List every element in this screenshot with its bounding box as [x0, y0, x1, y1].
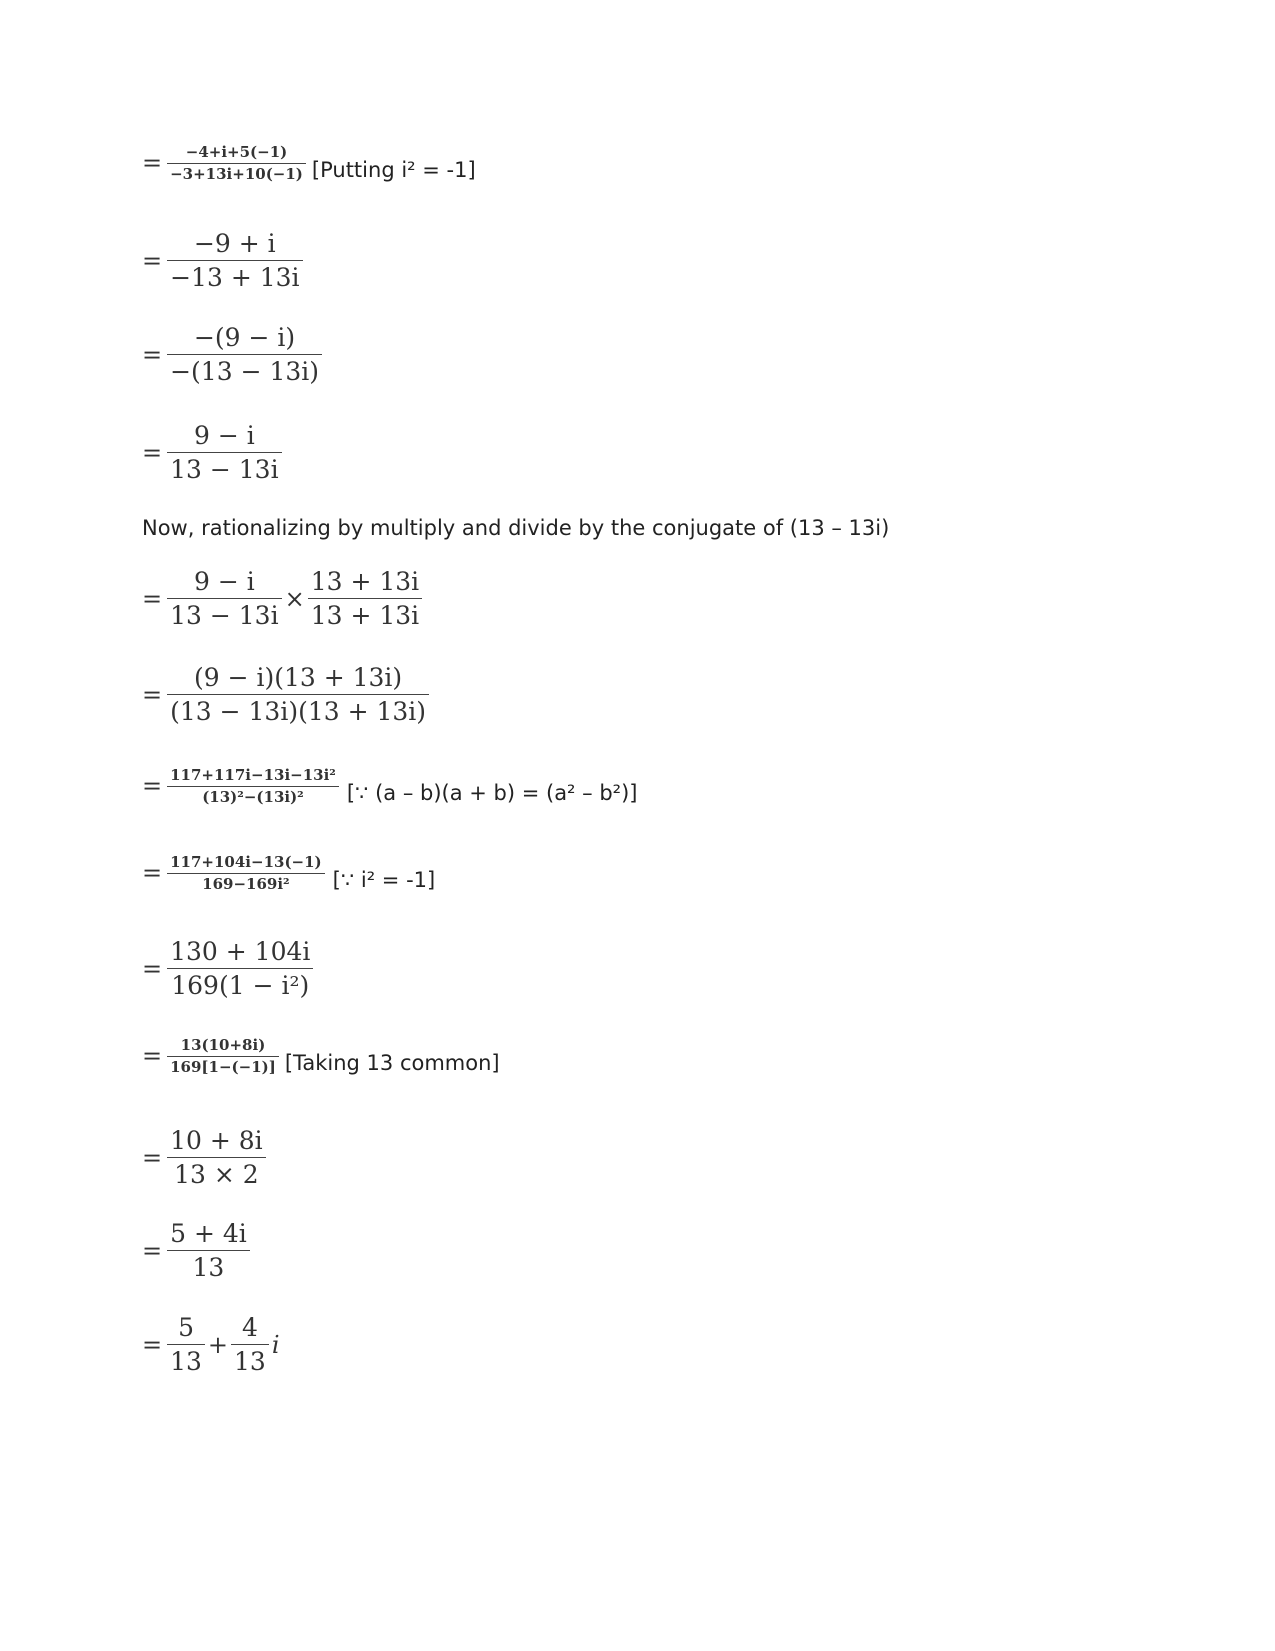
numerator: 5 [178, 1313, 194, 1342]
denominator: (13)²−(13i)² [202, 787, 304, 806]
fraction-bar [167, 1344, 205, 1345]
multiply-sign: × [284, 584, 305, 613]
denominator: −13 + 13i [170, 263, 300, 293]
explanation-text: Now, rationalizing by multiply and divide by the conjugate of (13 – 13i) [142, 516, 890, 540]
denominator: 13 × 2 [174, 1160, 259, 1190]
annotation: [∵ (a – b)(a + b) = (a² – b²)] [346, 780, 638, 805]
denominator: (13 − 13i)(13 + 13i) [170, 697, 427, 727]
fraction [167, 1218, 250, 1284]
equals-sign: = [142, 340, 163, 369]
fraction-bar [231, 1344, 269, 1345]
equals-sign: = [142, 438, 163, 467]
fraction [167, 566, 281, 632]
equation-step-8 [142, 853, 435, 894]
fraction [167, 420, 281, 486]
annotation: [Putting i² = -1] [311, 157, 476, 182]
equals-sign: = [142, 246, 163, 275]
numerator: 117+117i−13i−13i² [170, 766, 336, 784]
fraction [167, 662, 429, 728]
equation-step-2 [142, 228, 303, 294]
fraction [167, 853, 325, 894]
equation-step-5 [142, 566, 422, 632]
fraction-bar [167, 968, 313, 969]
fraction [167, 1036, 279, 1077]
conjugate-fraction [308, 566, 422, 632]
fraction-bar [167, 260, 302, 261]
imaginary-part-fraction [231, 1312, 269, 1378]
numerator: 13 + 13i [310, 567, 420, 596]
equation-step-3 [142, 322, 322, 388]
fraction-bar [167, 786, 339, 787]
fraction [167, 766, 339, 807]
numerator: −9 + i [193, 229, 276, 258]
equals-sign: = [142, 1330, 163, 1359]
real-part-fraction [167, 1312, 205, 1378]
numerator: 13(10+8i) [180, 1036, 266, 1054]
numerator: (9 − i)(13 + 13i) [193, 663, 403, 692]
equals-sign: = [142, 584, 163, 613]
equation-step-4 [142, 420, 282, 486]
imaginary-unit: i [271, 1330, 280, 1359]
denominator: −(13 − 13i) [170, 357, 320, 387]
fraction-bar [308, 598, 422, 599]
denominator: 13 − 13i [170, 455, 279, 485]
fraction-bar [167, 1157, 266, 1158]
fraction-bar [167, 354, 322, 355]
denominator: 169[1−(−1)] [170, 1057, 276, 1076]
equation-step-11 [142, 1125, 266, 1191]
annotation: [∵ i² = -1] [332, 867, 436, 892]
equals-sign: = [142, 954, 163, 983]
denominator: 169−169i² [202, 874, 290, 893]
denominator: 13 [234, 1347, 266, 1377]
equation-step-13 [142, 1312, 283, 1378]
numerator: 117+104i−13(−1) [170, 853, 322, 871]
numerator: 9 − i [193, 567, 255, 596]
numerator: 130 + 104i [170, 937, 311, 966]
fraction-bar [167, 598, 281, 599]
denominator: −3+13i+10(−1) [170, 164, 303, 183]
numerator: −4+i+5(−1) [185, 143, 288, 161]
equals-sign: = [142, 1042, 163, 1071]
fraction [167, 936, 313, 1002]
numerator: 9 − i [193, 421, 255, 450]
numerator: 4 [241, 1313, 258, 1342]
equals-sign: = [142, 1143, 163, 1172]
fraction-bar [167, 163, 306, 164]
fraction-bar [167, 1056, 279, 1057]
equals-sign: = [142, 859, 163, 888]
denominator: 13 + 13i [310, 601, 420, 631]
equation-step-9 [142, 936, 313, 1002]
numerator: 10 + 8i [170, 1126, 263, 1155]
equation-step-6 [142, 662, 429, 728]
equation-step-12 [142, 1218, 250, 1284]
denominator: 13 [170, 1347, 202, 1377]
equals-sign: = [142, 680, 163, 709]
denominator: 13 [192, 1253, 225, 1283]
equals-sign: = [142, 1236, 163, 1265]
annotation: [Taking 13 common] [284, 1050, 500, 1075]
fraction [167, 143, 306, 184]
fraction-bar [167, 694, 429, 695]
plus-sign: + [207, 1330, 229, 1359]
fraction-bar [167, 873, 325, 874]
fraction [167, 228, 302, 294]
fraction-bar [167, 452, 281, 453]
equation-step-1 [142, 143, 476, 184]
numerator: −(9 − i) [193, 323, 296, 352]
equation-step-10 [142, 1036, 500, 1077]
denominator: 13 − 13i [170, 601, 279, 631]
equals-sign: = [142, 772, 163, 801]
fraction-bar [167, 1250, 250, 1251]
denominator: 169(1 − i²) [171, 971, 310, 1001]
fraction [167, 1125, 266, 1191]
fraction [167, 322, 322, 388]
equals-sign: = [142, 149, 163, 178]
numerator: 5 + 4i [170, 1219, 247, 1248]
equation-step-7 [142, 766, 637, 807]
